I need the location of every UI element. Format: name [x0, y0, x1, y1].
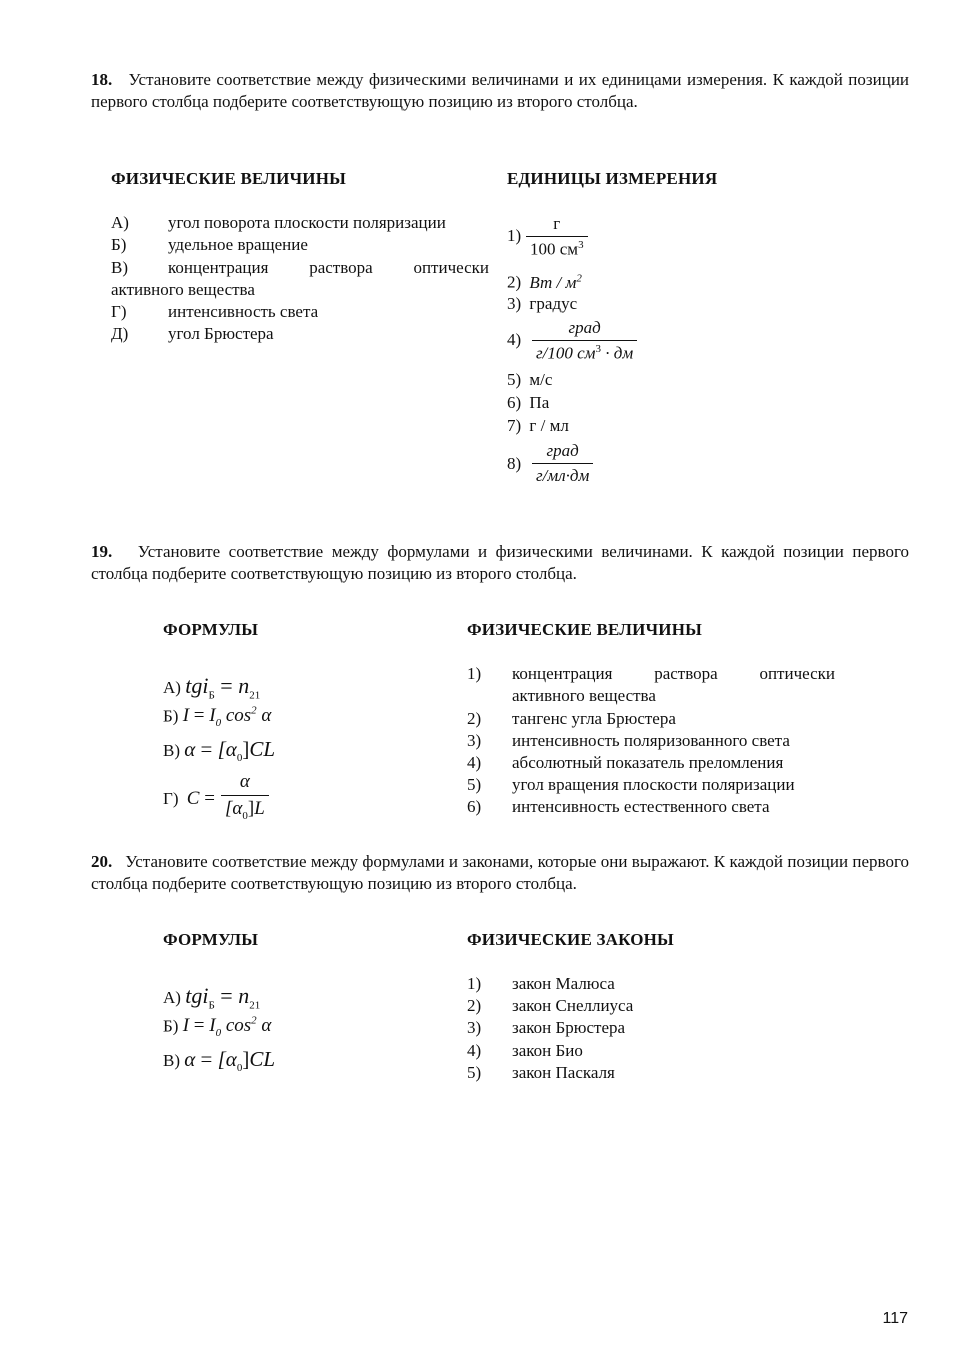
q18-body: Установите соответствие между физическими величинами и их единицами измерения. К каждой позиции первого столбца подберите соответствующую позицию из второго столбца.: [91, 70, 910, 111]
page-number: 117: [882, 1310, 908, 1327]
formula-a: А) $tgi_Б = n_{21}$: [163, 673, 261, 702]
list-item: 4) абсолютный показатель преломления: [467, 753, 784, 772]
unit-2: 2) Вт / $м^2$: [507, 272, 582, 292]
formula-a: А) $tgi_Б = n_{21}$: [163, 983, 261, 1012]
list-item: 1) закон Малюса: [467, 974, 615, 993]
unit-8-fraction: град г/мл·дм: [532, 441, 593, 486]
formula-c: В) $\alpha = [\alpha_0]CL$: [163, 1047, 276, 1075]
list-item: 2) закон Снеллиуса: [467, 996, 634, 1015]
q18-number: 18.: [91, 70, 113, 89]
q19-left-header: ФОРМУЛЫ: [163, 620, 259, 639]
q19-right-header: ФИЗИЧЕСКИЕ ВЕЛИЧИНЫ: [467, 620, 703, 639]
list-item: 6) интенсивность естественного света: [467, 797, 770, 816]
q20-text: [91, 851, 909, 895]
q20-left-header: ФОРМУЛЫ: [163, 930, 259, 949]
list-item: Б) удельное вращение: [111, 235, 308, 254]
list-item: 5) закон Паскаля: [467, 1063, 615, 1082]
unit-6: 6) Па: [507, 393, 550, 412]
unit-1-fraction: г 100 $см^3$: [526, 214, 588, 260]
q18-text: [91, 69, 909, 113]
q20-body: Установите соответствие между формулами и законами, которые они выражают. К каждой позиции первого столбца подберите соответствующую позицию из второго столбца.: [91, 852, 909, 893]
list-item: 1) концентрация раствора оптически: [467, 664, 835, 683]
unit-1: 1): [507, 226, 522, 245]
q19-body: Установите соответствие между формулами и физическими величинами. К каждой позиции первого столбца подберите соответствующую позицию из второго столбца.: [91, 542, 909, 583]
formula-b: Б) $I = I_0$ $\cos^2 \alpha$: [163, 1015, 272, 1040]
q20-number: 20.: [91, 852, 113, 871]
list-item: 5) угол вращения плоскости поляризации: [467, 775, 795, 794]
formula-d-fraction: $\frac{\alpha}{[\alpha_0]L}$: [221, 771, 269, 822]
q18-right-header: ЕДИНИЦЫ ИЗМЕРЕНИЯ: [507, 169, 718, 188]
list-item-continuation: активного вещества: [111, 280, 255, 299]
list-item-continuation: активного вещества: [512, 686, 656, 705]
list-item: А) угол поворота плоскости поляризации: [111, 213, 446, 232]
list-item: 3) закон Брюстера: [467, 1018, 626, 1037]
list-item: Г) интенсивность света: [111, 302, 319, 321]
list-item: Д) угол Брюстера: [111, 324, 274, 343]
q19-number: 19.: [91, 542, 113, 561]
list-item: 3) интенсивность поляризованного света: [467, 731, 790, 750]
unit-8: 8): [507, 454, 522, 473]
list-item: В) концентрация раствора оптически: [111, 258, 489, 277]
formula-b: Б) $I = I_0$ $\cos^2 \alpha$: [163, 705, 272, 730]
unit-7: 7) г / мл: [507, 416, 569, 435]
list-item: 4) закон Био: [467, 1041, 583, 1060]
formula-c: В) $\alpha = [\alpha_0]CL$: [163, 737, 276, 765]
unit-4: 4): [507, 330, 522, 349]
q19-text: [91, 541, 909, 585]
unit-4-fraction: град г/100 $см^3$ · дм: [532, 318, 637, 364]
formula-d: Г) C =: [163, 788, 215, 809]
q20-right-header: ФИЗИЧЕСКИЕ ЗАКОНЫ: [467, 930, 674, 949]
unit-5: 5) м/с: [507, 370, 553, 389]
q18-left-header: ФИЗИЧЕСКИЕ ВЕЛИЧИНЫ: [111, 169, 347, 188]
unit-3: 3) градус: [507, 294, 578, 313]
list-item: 2) тангенс угла Брюстера: [467, 709, 676, 728]
